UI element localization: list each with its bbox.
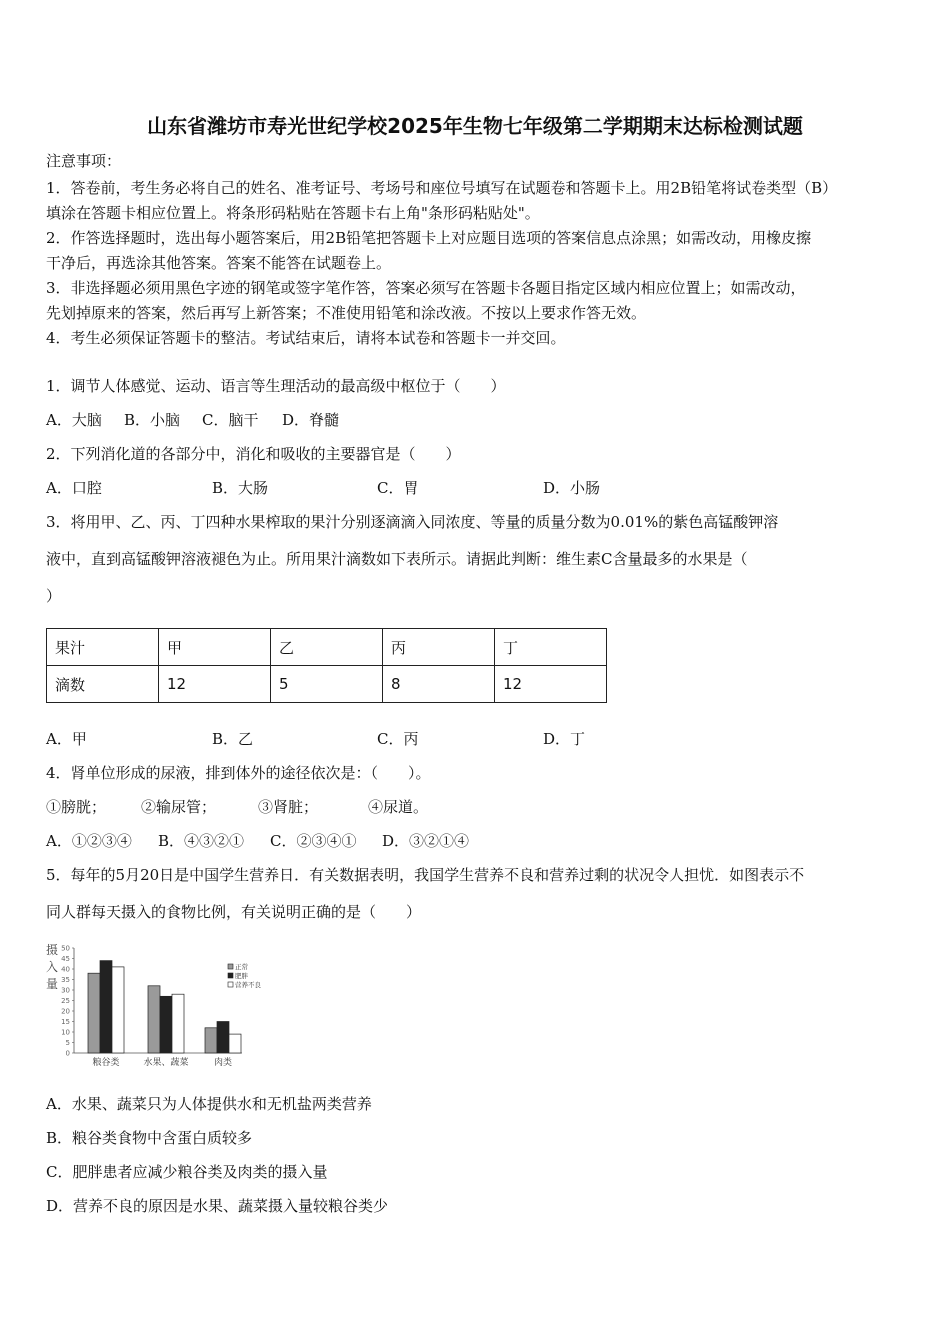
chart-ylabel — [46, 942, 58, 991]
xtick-label: 肉类 — [213, 1058, 233, 1068]
legend-swatch — [228, 964, 233, 969]
q3-stem-line: ） — [46, 587, 62, 605]
q4-option-c[interactable]: C．②③④① — [270, 832, 357, 850]
q5-option-a[interactable]: A．水果、蔬菜只为人体提供水和无机盐两类营养 — [46, 1095, 372, 1113]
table-cell: 8 — [383, 666, 495, 703]
table-cell: 丙 — [383, 629, 495, 666]
q3-option-b[interactable]: B．乙 — [212, 730, 254, 748]
q2-option-d[interactable]: D．小肠 — [543, 479, 601, 497]
bar-肥胖 — [217, 1022, 229, 1054]
table-cell: 甲 — [159, 629, 271, 666]
ylabel-char: 入 — [46, 960, 59, 974]
ytick-label: 45 — [61, 955, 70, 963]
q3-option-a[interactable]: A．甲 — [46, 730, 87, 748]
ytick-label: 25 — [61, 997, 70, 1005]
food-intake-bar-chart — [42, 940, 262, 1070]
table-header-row — [47, 629, 607, 666]
notice-line: 3．非选择题必须用黑色字迹的钢笔或签字笔作答，答案必须写在答题卡各题目指定区域内相应位置上；如需改动， — [46, 279, 806, 297]
notice-line: 4．考生必须保证答题卡的整洁。考试结束后，请将本试卷和答题卡一并交回。 — [46, 329, 566, 347]
ytick-label: 30 — [61, 986, 70, 995]
table-cell: 滴数 — [47, 666, 159, 703]
bar-正常 — [205, 1028, 217, 1053]
q3-stem-line: 3．将用甲、乙、丙、丁四种水果榨取的果汁分别逐滴滴入同浓度、等量的质量分数为0.01%的紫色高锰酸钾溶 — [46, 513, 779, 531]
q5-option-c[interactable]: C．肥胖患者应减少粮谷类及肉类的摄入量 — [46, 1163, 328, 1181]
q1-option-a[interactable]: A．大脑 — [46, 411, 102, 429]
q3-option-d[interactable]: D．丁 — [543, 730, 586, 748]
q4-option-d[interactable]: D．③②①④ — [382, 832, 470, 850]
q2-option-a[interactable]: A．口腔 — [46, 479, 102, 497]
chart-legend — [228, 962, 262, 989]
q4-item: ④尿道。 — [368, 798, 429, 816]
ylabel-char: 摄 — [46, 943, 59, 957]
q1-option-c[interactable]: C．脑干 — [202, 411, 259, 429]
bar-营养不良 — [229, 1034, 241, 1053]
q4-option-a[interactable]: A．①②③④ — [46, 832, 132, 850]
bar-肥胖 — [100, 961, 112, 1053]
xtick-label: 粮谷类 — [92, 1058, 120, 1068]
table-cell: 12 — [159, 666, 271, 703]
bar-正常 — [88, 973, 100, 1053]
chart-yticks — [61, 945, 74, 1058]
legend-swatch — [228, 973, 233, 978]
bar-正常 — [148, 986, 160, 1053]
q4-item: ②输尿管； — [141, 798, 217, 816]
q5-stem-line: 5．每年的5月20日是中国学生营养日．有关数据表明，我国学生营养不良和营养过剩的状况令人担忧．如图表示不 — [46, 866, 805, 884]
ytick-label: 20 — [61, 1007, 70, 1016]
bar-营养不良 — [172, 994, 184, 1053]
q2-option-b[interactable]: B．大肠 — [212, 479, 269, 497]
notice-heading: 注意事项： — [46, 152, 122, 170]
q4-stem: 4．肾单位形成的尿液，排到体外的途径依次是：（ ）。 — [46, 764, 431, 782]
q2-option-c[interactable]: C．胃 — [377, 479, 419, 497]
legend-swatch — [228, 982, 233, 987]
ytick-label: 0 — [65, 1049, 70, 1058]
ylabel-char: 量 — [46, 977, 59, 991]
notice-line: 2．作答选择题时，选出每小题答案后，用2B铅笔把答题卡上对应题目选项的答案信息点涂黑；如需改动，用橡皮擦 — [46, 229, 812, 247]
table-cell: 5 — [271, 666, 383, 703]
notice-line: 填涂在答题卡相应位置上。将条形码粘贴在答题卡右上角"条形码粘贴处"。 — [46, 204, 540, 222]
table-cell: 果汁 — [47, 629, 159, 666]
xtick-label: 水果、蔬菜 — [143, 1058, 189, 1068]
bar-营养不良 — [112, 967, 124, 1053]
legend-label: 正常 — [235, 963, 248, 971]
bar-肥胖 — [160, 996, 172, 1053]
table-cell: 乙 — [271, 629, 383, 666]
page-title: 山东省潍坊市寿光世纪学校2025年生物七年级第二学期期末达标检测试题 — [147, 114, 803, 138]
q4-item: ③肾脏； — [258, 798, 319, 816]
legend-label: 肥胖 — [235, 972, 248, 980]
notice-line: 干净后，再选涂其他答案。答案不能答在试题卷上。 — [46, 254, 392, 272]
q5-option-b[interactable]: B．粮谷类食物中含蛋白质较多 — [46, 1129, 253, 1147]
ytick-label: 50 — [61, 944, 70, 953]
q1-stem: 1．调节人体感觉、运动、语言等生理活动的最高级中枢位于（ ） — [46, 377, 506, 395]
q1-option-d[interactable]: D．脊髓 — [282, 411, 340, 429]
ytick-label: 35 — [61, 976, 70, 984]
table-cell: 12 — [495, 666, 607, 703]
ytick-label: 10 — [61, 1028, 70, 1037]
q4-option-b[interactable]: B．④③②① — [158, 832, 245, 850]
table-row — [47, 666, 607, 703]
chart-xlabels — [92, 1056, 232, 1068]
q2-stem: 2．下列消化道的各部分中，消化和吸收的主要器官是（ ） — [46, 445, 461, 463]
q5-option-d[interactable]: D．营养不良的原因是水果、蔬菜摄入量较粮谷类少 — [46, 1197, 389, 1215]
legend-label: 营养不良 — [235, 981, 261, 989]
ytick-label: 5 — [65, 1039, 70, 1047]
ytick-label: 15 — [61, 1018, 70, 1026]
q3-stem-line: 液中，直到高锰酸钾溶液褪色为止。所用果汁滴数如下表所示。请据此判断：维生素C含量最多的水果是（ — [46, 550, 748, 568]
notice-line: 先划掉原来的答案，然后再写上新答案；不准使用铅笔和涂改液。不按以上要求作答无效。 — [46, 304, 647, 322]
ytick-label: 40 — [61, 965, 70, 974]
q3-option-c[interactable]: C．丙 — [377, 730, 419, 748]
notice-line: 1．答卷前，考生务必将自己的姓名、准考证号、考场号和座位号填写在试题卷和答题卡上。用2B铅笔将试卷类型（B） — [46, 179, 838, 197]
q5-stem-line: 同人群每天摄入的食物比例，有关说明正确的是（ ） — [46, 903, 422, 921]
chart-bars — [88, 961, 241, 1053]
juice-table — [46, 628, 607, 703]
q4-item: ①膀胱； — [46, 798, 107, 816]
q1-option-b[interactable]: B．小脑 — [124, 411, 181, 429]
table-cell: 丁 — [495, 629, 607, 666]
